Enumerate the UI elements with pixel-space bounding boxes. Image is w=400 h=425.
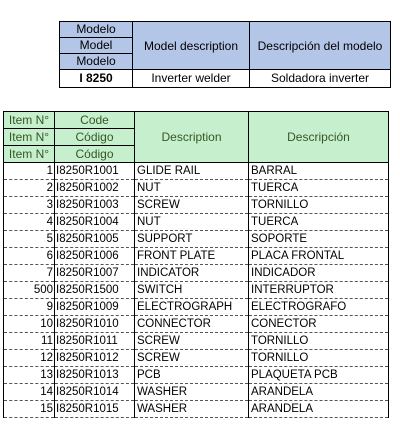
description-cell: SUPPORT: [135, 231, 249, 248]
code-cell: I8250R1013: [55, 367, 135, 384]
item-number-cell: 12: [4, 350, 55, 367]
table-row: [4, 197, 389, 214]
description-cell: SCREW: [135, 197, 249, 214]
table-row: [4, 333, 389, 350]
item-number-header: Item N°: [4, 112, 55, 129]
table-row: [4, 180, 389, 197]
description-cell: SWITCH: [135, 282, 249, 299]
model-description: Inverter welder: [133, 70, 250, 88]
description-cell: NUT: [135, 214, 249, 231]
description-cell: WASHER: [135, 384, 249, 401]
code-cell: I8250R1002: [55, 180, 135, 197]
code-header: Código: [55, 129, 135, 146]
table-row: [4, 265, 389, 282]
descripcion-cell: TUERCA: [249, 180, 389, 197]
item-number-cell: 14: [4, 384, 55, 401]
item-number-cell: 5: [4, 231, 55, 248]
description-cell: ELECTROGRAPH: [135, 299, 249, 316]
description-cell: FRONT PLATE: [135, 248, 249, 265]
descripcion-cell: SOPORTE: [249, 231, 389, 248]
item-number-cell: 4: [4, 214, 55, 231]
code-cell: I8250R1011: [55, 333, 135, 350]
table-row: [4, 384, 389, 401]
table-row: [4, 214, 389, 231]
code-cell: I8250R1009: [55, 299, 135, 316]
description-cell: WASHER: [135, 401, 249, 418]
description-header: Description: [135, 112, 249, 163]
descripcion-cell: INTERRUPTOR: [249, 282, 389, 299]
code-cell: I8250R1010: [55, 316, 135, 333]
description-cell: CONNECTOR: [135, 316, 249, 333]
model-label: Model: [60, 38, 133, 54]
description-cell: INDICATOR: [135, 265, 249, 282]
item-number-header: Item N°: [4, 129, 55, 146]
item-number-cell: 500: [4, 282, 55, 299]
description-cell: PCB: [135, 367, 249, 384]
table-row: [4, 231, 389, 248]
code-cell: I8250R1003: [55, 197, 135, 214]
table-row: [4, 367, 389, 384]
model-table: [59, 21, 391, 88]
model-label: Modelo: [60, 54, 133, 70]
parts-table-body: [4, 163, 389, 418]
parts-table: [3, 111, 389, 418]
descripcion-cell: ELECTROGRAFO: [249, 299, 389, 316]
descripcion-header: Descripción: [249, 112, 389, 163]
item-number-cell: 7: [4, 265, 55, 282]
table-row: [4, 299, 389, 316]
description-cell: SCREW: [135, 333, 249, 350]
code-cell: I8250R1004: [55, 214, 135, 231]
item-number-cell: 10: [4, 316, 55, 333]
code-cell: I8250R1015: [55, 401, 135, 418]
code-cell: I8250R1012: [55, 350, 135, 367]
descripcion-cell: PLACA FRONTAL: [249, 248, 389, 265]
item-number-cell: 2: [4, 180, 55, 197]
model-descripcion-header: Descripción del modelo: [250, 22, 391, 70]
model-descripcion: Soldadora inverter: [250, 70, 391, 88]
descripcion-cell: TORNILLO: [249, 350, 389, 367]
item-number-cell: 13: [4, 367, 55, 384]
code-cell: I8250R1007: [55, 265, 135, 282]
descripcion-cell: INDICADOR: [249, 265, 389, 282]
table-row: [4, 248, 389, 265]
description-cell: GLIDE RAIL: [135, 163, 249, 180]
code-cell: I8250R1005: [55, 231, 135, 248]
descripcion-cell: BARRAL: [249, 163, 389, 180]
code-cell: I8250R1006: [55, 248, 135, 265]
descripcion-cell: PLAQUETA PCB: [249, 367, 389, 384]
descripcion-cell: ARANDELA: [249, 384, 389, 401]
description-cell: SCREW: [135, 350, 249, 367]
item-number-cell: 3: [4, 197, 55, 214]
table-row: [4, 163, 389, 180]
item-number-cell: 6: [4, 248, 55, 265]
item-number-cell: 15: [4, 401, 55, 418]
model-label: Modelo: [60, 22, 133, 38]
item-number-cell: 1: [4, 163, 55, 180]
model-description-header: Model description: [133, 22, 250, 70]
descripcion-cell: ARANDELA: [249, 401, 389, 418]
descripcion-cell: TORNILLO: [249, 333, 389, 350]
model-code: I 8250: [60, 70, 133, 88]
descripcion-cell: CONECTOR: [249, 316, 389, 333]
table-row: [4, 350, 389, 367]
code-cell: I8250R1014: [55, 384, 135, 401]
description-cell: NUT: [135, 180, 249, 197]
item-number-header: Item N°: [4, 146, 55, 163]
descripcion-cell: TORNILLO: [249, 197, 389, 214]
table-row: [4, 401, 389, 418]
table-row: [4, 316, 389, 333]
table-row: [4, 282, 389, 299]
code-header: Código: [55, 146, 135, 163]
code-cell: I8250R1500: [55, 282, 135, 299]
code-header: Code: [55, 112, 135, 129]
descripcion-cell: TUERCA: [249, 214, 389, 231]
item-number-cell: 11: [4, 333, 55, 350]
item-number-cell: 9: [4, 299, 55, 316]
code-cell: I8250R1001: [55, 163, 135, 180]
